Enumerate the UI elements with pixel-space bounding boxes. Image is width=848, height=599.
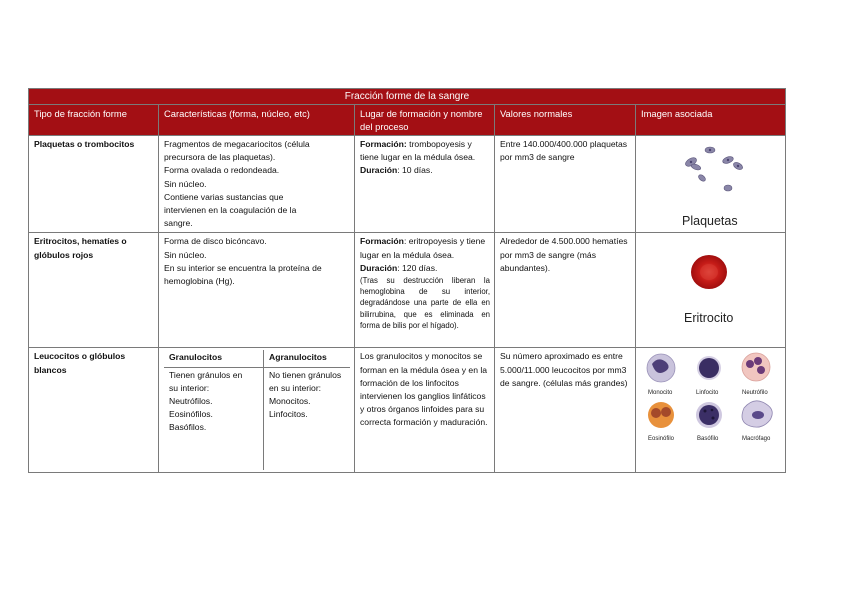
table-title: Fracción forme de la sangre bbox=[29, 89, 786, 105]
agranulocitos-list: No tienen gránulos en su interior: Monocitos. Linfocitos. bbox=[269, 369, 342, 420]
platelets-illustration bbox=[636, 140, 786, 210]
table-row bbox=[29, 348, 786, 472]
header-formation: Lugar de formación y nombre del proceso bbox=[355, 105, 495, 136]
row-name: Plaquetas o trombocitos bbox=[29, 136, 159, 233]
erythrocyte-caption: Eritrocito bbox=[684, 311, 734, 326]
platelets-caption: Plaquetas bbox=[682, 214, 738, 228]
table-row bbox=[29, 233, 786, 348]
header-image: Imagen asociada bbox=[636, 105, 786, 136]
row-characteristics: Forma de disco bicóncavo. Sin núcleo. En su interior se encuentra la proteína de hemoglobina (Hg). bbox=[159, 233, 355, 348]
row-image: Monocito Linfocito Neutrófilo Eosinófilo Basófilo Macrófago bbox=[636, 348, 786, 472]
row-characteristics: Fragmentos de megacariocitos (célula precursora de las plaquetas). Forma ovalada o redondeada. Sin núcleo. Contiene varias sustancias que intervienen en la coagulación de la sangre. bbox=[159, 136, 355, 233]
blood-fraction-table bbox=[28, 88, 786, 473]
header-values: Valores normales bbox=[495, 105, 636, 136]
granulocitos-list: Tienen gránulos en su interior: Neutrófilos. Eosinófilos. Basófilos. bbox=[164, 367, 264, 470]
row-name: Eritrocitos, hematíes o glóbulos rojos bbox=[29, 233, 159, 348]
erythrocyte-illustration bbox=[636, 251, 786, 311]
granulocitos-title: Granulocitos bbox=[164, 350, 264, 367]
row-values: Su número aproximado es entre 5.000/11.000 leucocitos por mm3 de sangre. (células más grandes) bbox=[495, 348, 636, 472]
row-image bbox=[636, 136, 786, 233]
row-name: Leucocitos o glóbulos blancos bbox=[29, 348, 159, 472]
row-formation: Formación: trombopoyesis y tiene lugar en la médula ósea. Duración: 10 días. bbox=[355, 136, 495, 233]
row-values: Entre 140.000/400.000 plaquetas por mm3 de sangre bbox=[495, 136, 636, 233]
row-image bbox=[636, 233, 786, 348]
row-values: Alrededor de 4.500.000 hematíes por mm3 de sangre (más abundantes). bbox=[495, 233, 636, 348]
table-row bbox=[29, 136, 786, 233]
row-formation: Los granulocitos y monocitos se forman en la médula ósea y en la formación de los linfocitos intervienen los ganglios linfáticos y otros órganos linfoides para su correcta formación y maduración. bbox=[355, 348, 495, 472]
agranulocitos-title: Agranulocitos bbox=[264, 350, 351, 367]
row-formation: Formación: eritropoyesis y tiene lugar en la médula ósea. Duración: 120 días. (Tras su destrucción liberan la hemoglobina de su interior, degradándose una parte de ella en bilirrubina, que es eliminada en forma de bilis por el hígado). bbox=[355, 233, 495, 348]
header-type: Tipo de fracción forme bbox=[29, 105, 159, 136]
header-characteristics: Características (forma, núcleo, etc) bbox=[159, 105, 355, 136]
row-note: (Tras su destrucción liberan la hemoglobina de su interior, degradándose una parte de ella en bilirrubina, que es eliminada en forma de bilis por el hígado). bbox=[360, 276, 490, 330]
row-characteristics bbox=[159, 348, 355, 472]
